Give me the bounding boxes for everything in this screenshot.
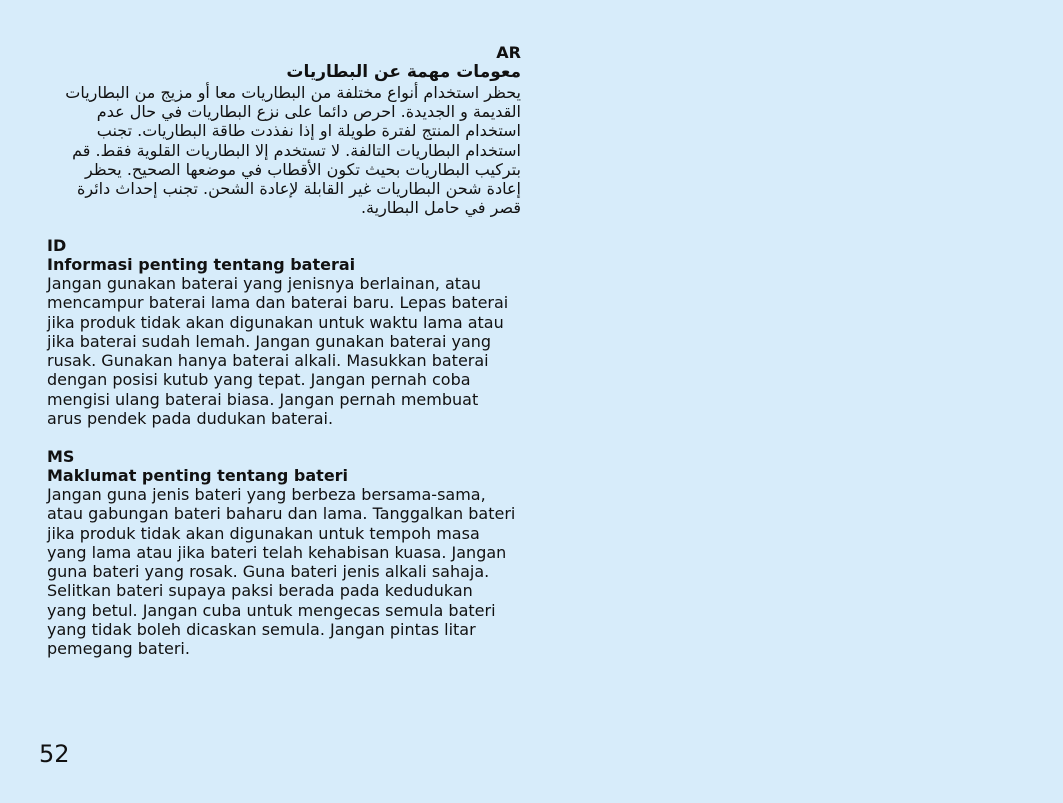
language-code-ar: AR bbox=[496, 43, 521, 62]
section-body-id: Jangan gunakan baterai yang jenisnya berlainan, atau mencampur baterai lama dan baterai baru. Lepas baterai jika produk tidak akan digunakan untuk waktu lama atau jika baterai sudah lemah. Jangan gunakan baterai yang rusak. Gunakan hanya baterai alkali. Masukkan baterai dengan posisi kutub yang tepat. Jangan pernah coba mengisi ulang baterai biasa. Jangan pernah membuat arus pendek pada dudukan baterai. bbox=[47, 274, 509, 429]
section-malay bbox=[47, 447, 521, 659]
page-number: 52 bbox=[39, 740, 70, 768]
section-title-ms: Maklumat penting tentang bateri bbox=[47, 466, 349, 485]
language-code-ms: MS bbox=[47, 447, 75, 466]
section-title-id: Informasi penting tentang baterai bbox=[47, 255, 356, 274]
section-title-ar: معومات مهمة عن البطاريات bbox=[286, 62, 521, 82]
section-body-ar: يحظر استخدام أنواع مختلفة من البطاريات معا أو مزيج من البطاريات القديمة و الجديدة. احرص دائما على نزع البطاريات في حال عدم استخدام المنتج لفترة طويلة او إذا نفذدت طاقة البطاريات. تجنب استخدام البطاريات التالفة. لا تستخدم إلا البطاريات القلوية فقط. قم بتركيب البطاريات بحيث تكون الأقطاب في موضعها الصحيح. يحظر إعادة شحن البطاريات غير القابلة لإعادة الشحن. تجنب إحداث دائرة قصر في حامل البطارية. bbox=[65, 83, 521, 218]
section-indonesian bbox=[47, 236, 521, 428]
language-code-id: ID bbox=[47, 236, 67, 255]
section-body-ms: Jangan guna jenis bateri yang berbeza bersama-sama, atau gabungan bateri baharu dan lama. Tanggalkan bateri jika produk tidak akan digunakan untuk tempoh masa yang lama atau jika bateri telah kehabisan kuasa. Jangan guna bateri yang rosak. Guna bateri jenis alkali sahaja. Selitkan bateri supaya paksi berada pada kedudukan yang betul. Jangan cuba untuk mengecas semula bateri yang tidak boleh dicaskan semula. Jangan pintas litar pemegang bateri. bbox=[47, 485, 516, 659]
section-arabic bbox=[47, 43, 521, 217]
